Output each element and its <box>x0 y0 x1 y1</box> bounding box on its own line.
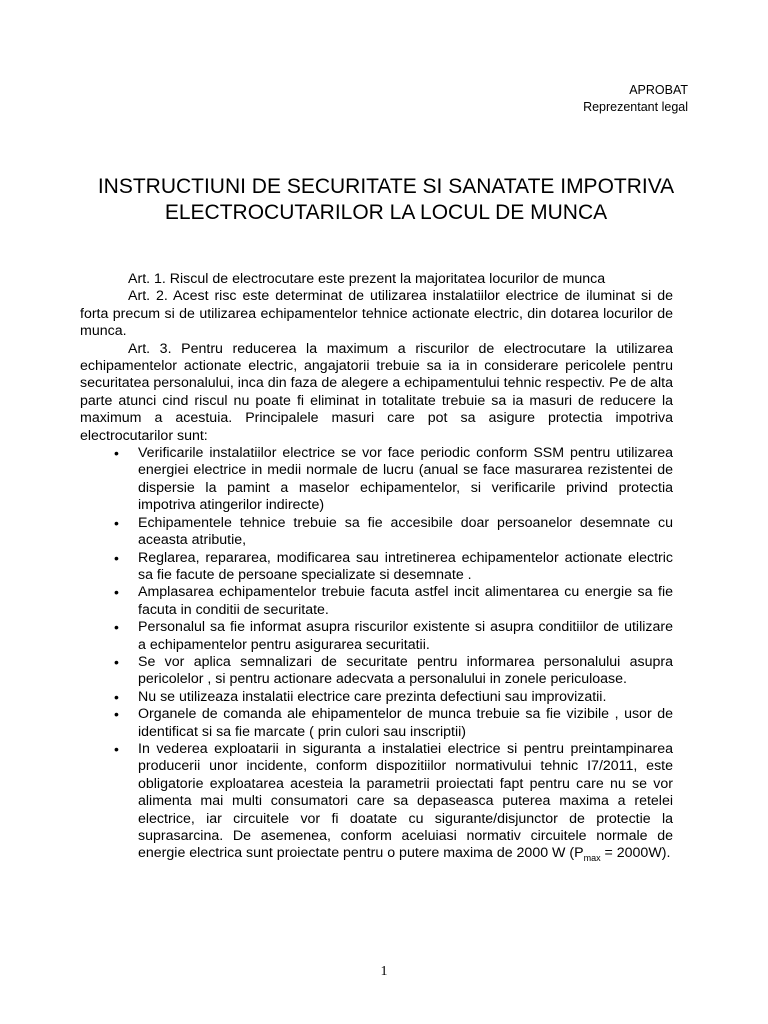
list-item-text: Amplasarea echipamentelor trebuie facuta astfel incit alimentarea cu energie sa fie facuta in conditii de securitate. <box>138 584 673 618</box>
bullet-icon: • <box>114 549 119 566</box>
page-number: 1 <box>380 964 388 979</box>
list-item-text: Echipamentele tehnice trebuie sa fie accesibile doar persoanelor desemnate cu aceasta atributie, <box>138 514 673 549</box>
protection-measures-list <box>80 445 673 863</box>
list-item <box>80 654 673 689</box>
list-item-text: Reglarea, repararea, modificarea sau intretinerea echipamentelor actionate electric sa fie facute de persoane specializate si desemnate . <box>138 549 673 583</box>
bullet-icon: • <box>114 514 119 531</box>
list-item <box>80 619 673 654</box>
bullet-icon: • <box>114 445 119 462</box>
list-item-text <box>138 740 673 864</box>
list-item <box>80 550 673 585</box>
list-item-text: Personalul sa fie informat asupra riscurilor existente si asupra conditiilor de utilizare a echipamentelor pentru asigurarea securitatii. <box>138 619 673 653</box>
bullet-icon: • <box>114 653 119 670</box>
list-item <box>80 515 673 550</box>
article-1: Art. 1. Riscul de electrocutare este prezent la majoritatea locurilor de munca <box>128 271 606 287</box>
bullet-icon: • <box>114 584 119 601</box>
list-item <box>80 584 673 619</box>
approved-label: APROBAT <box>629 83 688 97</box>
pmax-subscript: max <box>583 853 601 864</box>
legal-representative-label: Reprezentant legal <box>583 100 688 114</box>
bullet-icon: • <box>114 688 119 705</box>
list-item <box>80 706 673 741</box>
bullet-icon: • <box>114 706 119 723</box>
list-item <box>80 445 673 515</box>
list-item-text-main: In vederea exploatarii in siguranta a instalatiei electrice si pentru preintampinarea producerii unor incidente, conform dispozitiilor normativului tehnic I7/2011, este obligatorie exploatarea acesteia la parametrii proiectati fapt pentru care nu se vor alimenta mai multi consumatori care sa depaseasca puterea maxima a retelei electrice, iar circuitele vor fi doatate cu sigurante/disjunctor de protectie la suprasarcina. De asemenea, conform aceluiasi normativ circuitele normale de energie electrica sunt proiectate pentru o putere maxima de 2000 W (P <box>138 740 673 862</box>
bullet-icon: • <box>114 619 119 636</box>
list-item <box>80 689 673 706</box>
document-body <box>80 271 673 863</box>
list-item-text: Verificarile instalatiilor electrice se vor face periodic conform SSM pentru utilizarea energiei electrice in medii normale de lucru (anual se face masurarea rezistentei de dispersie la pamint a maselor echipamentelor, si verificarile privind protectia impotriva atingerilor indirecte) <box>138 445 673 514</box>
list-item-text-suffix: = 2000W). <box>600 845 671 862</box>
approval-block <box>583 82 688 116</box>
list-item <box>80 741 673 863</box>
bullet-icon: • <box>114 740 119 757</box>
list-item-text: Se vor aplica semnalizari de securitate pentru informarea personalului asupra pericolelor , si pentru actionare adecvata a personalului in zonele periculoase. <box>138 653 673 688</box>
article-2: Art. 2. Acest risc este determinat de utilizarea instalatiilor electrice de iluminat si de forta precum si de utilizarea echipamentelor tehnice actionate electric, din dotarea locurilor de munca. <box>80 288 673 340</box>
list-item-text: Organele de comanda ale ehipamentelor de munca trebuie sa fie vizibile , usor de identificat si sa fie marcate ( prin culori sau inscriptii) <box>138 706 673 740</box>
article-3: Art. 3. Pentru reducerea la maximum a riscurilor de electrocutare la utilizarea echipamentelor actionate electric, angajatorii trebuie sa ia in considerare pericolele pentru securitatea personalului, inca din faza de alegere a echipamentului tehnic respectiv. Pe de alta parte atunci cind riscul nu poate fi eliminat in totalitate trebuie sa ia masuri de reducere la maximum a acestuia. Principalele masuri care pot sa asigure protectia impotriva electrocutarilor sunt: <box>80 340 673 444</box>
list-item-text: Nu se utilizeaza instalatii electrice care prezinta defectiuni sau improvizatii. <box>138 688 607 705</box>
document-title: INSTRUCTIUNI DE SECURITATE SI SANATATE IMPOTRIVA ELECTROCUTARILOR LA LOCUL DE MUNCA <box>97 175 675 224</box>
